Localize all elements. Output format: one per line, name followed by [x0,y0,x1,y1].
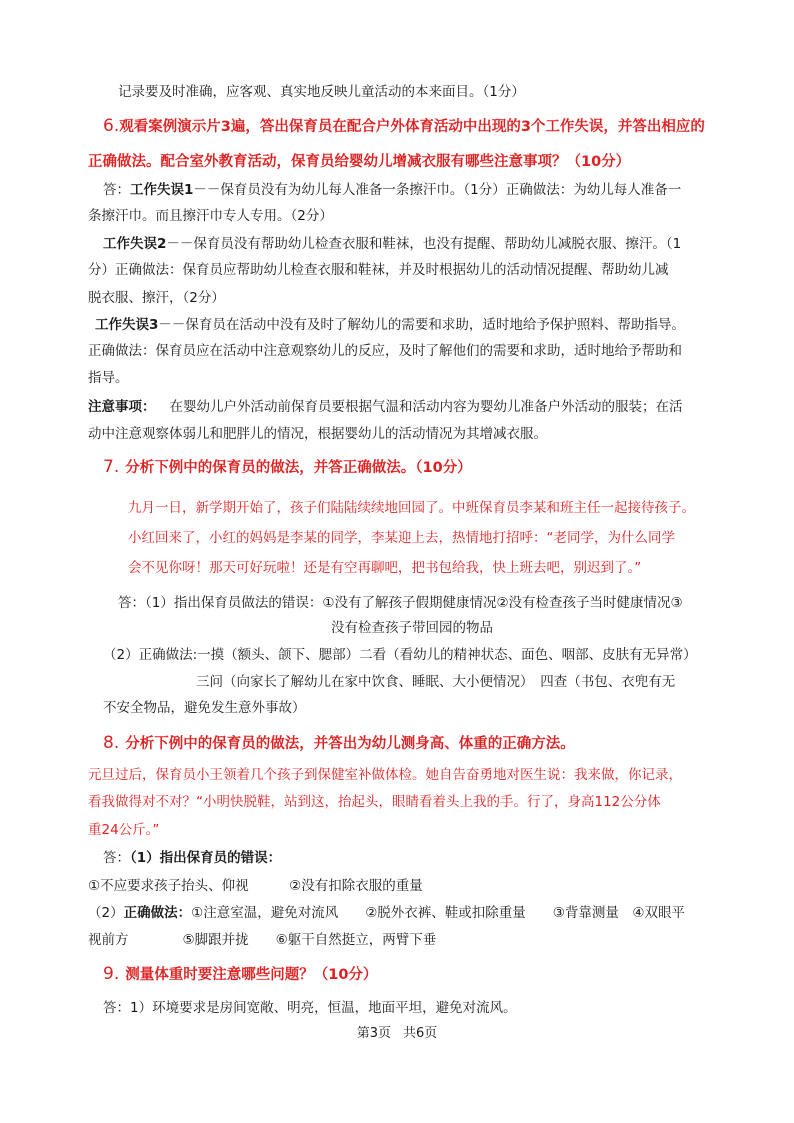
answer-heading: （1）指出保育员的错误： [130,850,282,866]
answer-8-line2: ①不应要求孩子抬头、仰视 ②没有扣除衣服的重量 [88,878,423,894]
answer-7-line4: 三问（向家长了解幼儿在家中饮食、睡眠、大小便情况） 四查（书包、衣兜有无 [196,674,676,690]
question-number: 9. [103,964,120,984]
error-text: －－保育员没有帮助幼儿检查衣服和鞋袜，也没有提醒、帮助幼儿减脱衣服、擦汗。（1 [166,236,682,252]
answer-7-line2: 没有检查孩子带回园的物品 [331,620,493,636]
error-label: 工作失误2 [103,236,167,252]
question-6-line2: 正确做法。配合室外教育活动，保育员给婴幼儿增减衣服有哪些注意事项？（10分） [88,154,631,170]
page-total: 共6页 [403,1026,438,1041]
notes-label: 注意事项： [88,399,156,415]
answer-heading: 正确做法： [123,905,192,921]
question-number: 7. [103,457,120,477]
answer-text: ①注意室温，避免对流风 ②脱外衣裤、鞋或扣除重量 ③背靠测量 ④双眼平 [191,905,686,921]
question-number: 6. [103,116,120,136]
question-6 [103,116,705,137]
question-9 [103,964,377,985]
question-text: 分析下例中的保育员的做法，并答出为幼儿测身高、体重的正确方法。 [125,736,575,752]
answer-prefix: 答： [103,182,130,198]
text-line: 记录要及时准确，应客观、真实地反映儿童活动的本来面目。（1分） [118,84,525,100]
answer-6-error-3-line3: 指导。 [88,370,129,386]
page-footer [0,1024,794,1044]
answer-6-notes [88,397,683,417]
answer-7-line3: （2）正确做法:一摸（额头、颌下、腮部）二看（看幼儿的精神状态、面色、咽部、皮肤有无异常） [103,647,697,663]
error-text: －－保育员在活动中没有及时了解幼儿的需要和求助，适时地给予保护照料、帮助指导。 [158,317,685,333]
answer-7-line5: 不安全物品，避免发生意外事故） [103,700,306,716]
error-text: －－保育员没有为幼儿每人准备一条擦汗巾。（1分）正确做法：为幼儿每人准备一 [193,182,682,198]
case-8-line2: 看我做得对不对？“小明快脱鞋，站到这，抬起头，眼睛看着头上我的手。行了，身高112公分体 [88,794,661,810]
case-7-line1: 九月一日，新学期开始了，孩子们陆陆续续地回园了。中班保育员李某和班主任一起接待孩子。 [128,500,695,516]
answer-6-notes-line2: 动中注意观察体弱儿和肥胖儿的情况，根据婴幼儿的活动情况为其增减衣服。 [88,426,547,442]
question-text: 测量体重时要注意哪些问题？（10分） [125,967,378,983]
case-8-line3: 重24公斤。” [88,822,160,838]
question-7 [103,457,472,478]
answer-8-line4: 视前方 ⑤脚跟并拢 ⑥躯干自然挺立，两臂下垂 [88,932,437,948]
page-number: 第3页 [356,1026,391,1041]
question-text: 观看案例演示片3遍，答出保育员在配合户外体育活动中出现的3个工作失误，并答出相应的 [119,119,705,135]
case-7-line2: 小红回来了，小红的妈妈是李某的同学，李某迎上去，热情地打招呼：“老同学，为什么同学 [128,530,675,546]
question-number: 8. [103,733,120,753]
answer-7-line1: 答：（1）指出保育员做法的错误：①没有了解孩子假期健康情况②没有检查孩子当时健康情况③ [118,595,683,611]
answer-6-error-3-line2: 正确做法：保育员应在活动中注意观察幼儿的反应，及时了解他们的需要和求助，适时地给予帮助和 [88,343,682,359]
answer-prefix: 答： [103,850,130,866]
notes-text: 在婴幼儿户外活动前保育员要根据气温和活动内容为婴幼儿准备户外活动的服装；在活 [169,399,683,415]
answer-6-error-3 [95,315,685,335]
error-label: 工作失误3 [95,317,159,333]
case-8-line1: 元旦过后，保育员小王领着几个孩子到保健室补做体检。她自告奋勇地对医生说：我来做，你记录， [88,767,682,783]
answer-9-line1: 答：1）环境要求是房间宽敞、明亮，恒温，地面平坦，避免对流风。 [103,1000,517,1016]
case-7-line3: 会不见你呀！那天可好玩啦！还是有空再聊吧，把书包给我，快上班去吧，别迟到了。” [128,560,642,576]
question-8 [103,733,575,754]
answer-6-error-1 [103,180,681,200]
answer-6-error-2-line3: 脱衣服、擦汗，（2分） [88,290,225,306]
question-text: 分析下例中的保育员的做法，并答正确做法。（10分） [125,460,472,476]
error-label: 工作失误1 [130,182,194,198]
answer-8-line1 [103,848,281,868]
answer-6-error-1-line2: 条擦汗巾。而且擦汗巾专人专用。（2分） [88,208,333,224]
answer-8-line3 [88,903,685,923]
answer-6-error-2-line2: 分）正确做法：保育员应帮助幼儿检查衣服和鞋袜，并及时根据幼儿的活动情况提醒、帮助幼儿减 [88,262,669,278]
answer-6-error-2 [103,234,681,254]
answer-prefix: （2） [88,905,124,921]
